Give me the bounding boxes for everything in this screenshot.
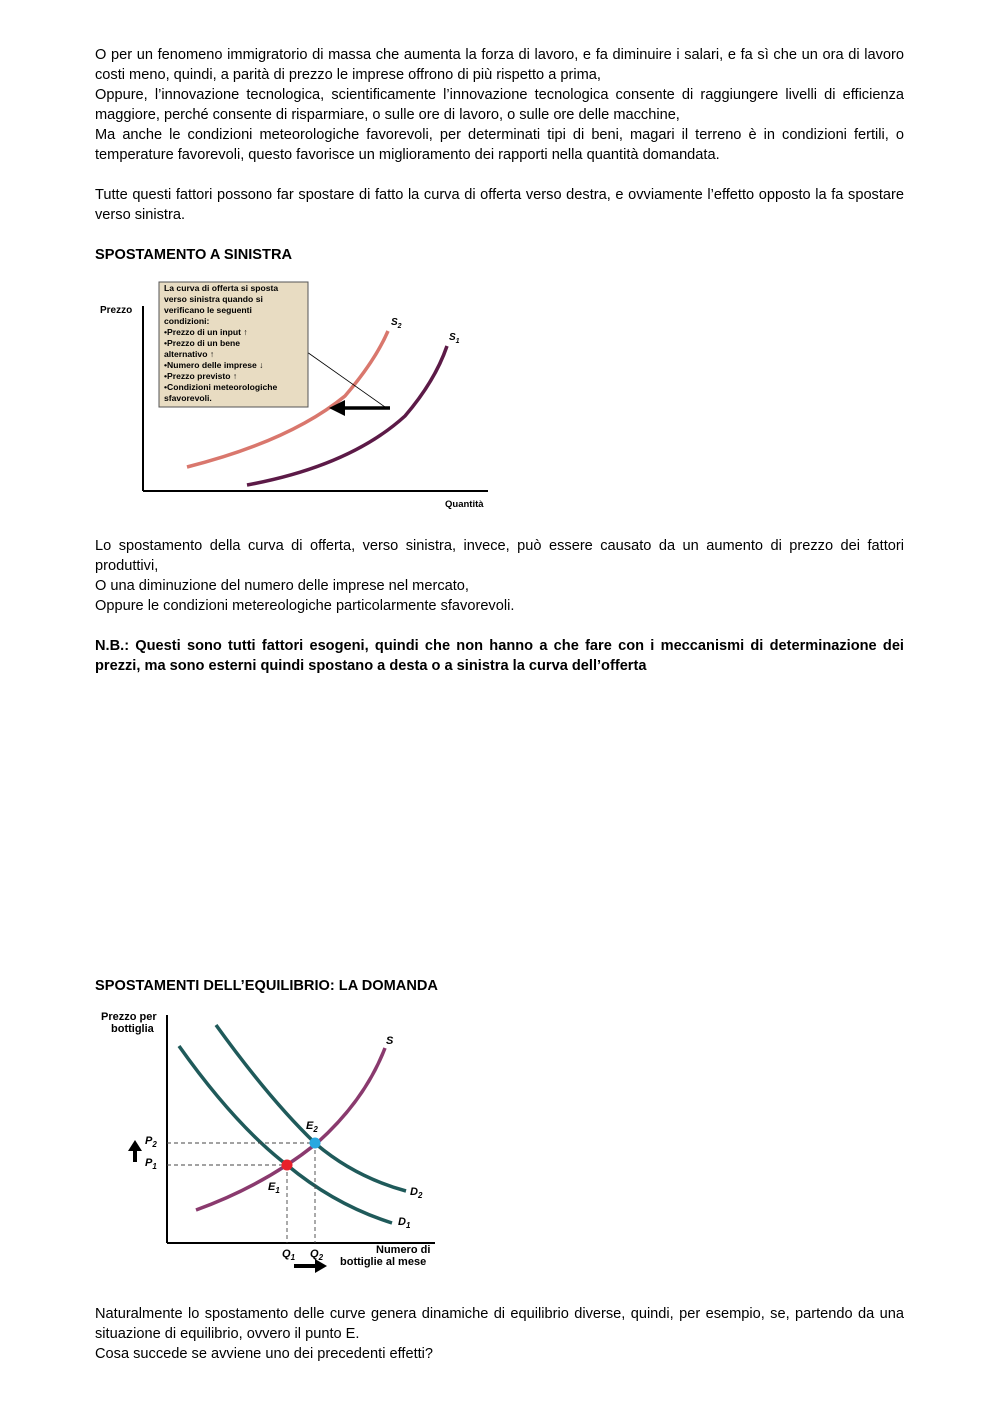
box-line: •Numero delle imprese ↓	[164, 360, 264, 370]
box-line: verso sinistra quando si	[164, 294, 263, 304]
supply-shift-left-figure	[95, 276, 495, 516]
paragraph: Naturalmente lo spostamento delle curve genera dinamiche di equilibrio diverse, quindi, per esempio, se, partendo da una situazione di equilibrio, ovvero il punto E.	[95, 1306, 904, 1342]
x-axis-label: Quantità	[445, 499, 484, 510]
box-line: sfavorevoli.	[164, 393, 212, 403]
q2-label: $Q_2$	[310, 1248, 324, 1262]
supply-curve	[196, 1048, 385, 1210]
box-line: •Condizioni meteorologiche	[164, 382, 278, 392]
s2-label: $S_2$	[391, 317, 402, 330]
p1-label: $P_1$	[145, 1157, 157, 1171]
paragraph: Cosa succede se avviene uno dei precedenti effetti?	[95, 1346, 434, 1362]
e2-label: $E_2$	[306, 1120, 318, 1134]
intro-text	[95, 45, 904, 265]
section2-text	[95, 1304, 904, 1364]
box-line: •Prezzo previsto ↑	[164, 371, 238, 381]
box-line: verificano le seguenti	[164, 305, 252, 315]
demand-shift-figure	[95, 1005, 445, 1285]
y-axis-label-line2: bottiglia	[111, 1023, 154, 1035]
y-axis-label: Prezzo	[100, 305, 133, 316]
paragraph: Oppure, l’innovazione tecnologica, scientificamente l’innovazione tecnologica consente di raggiungere livelli di efficienza maggiore, perché consente di risparmiare, o sulle ore di lavoro, o sulle ore delle macchine,	[95, 87, 904, 123]
y-axis-label-line1: Prezzo per	[101, 1011, 157, 1023]
price-up-arrow-icon	[128, 1140, 142, 1162]
section-heading: SPOSTAMENTO A SINISTRA	[95, 247, 293, 263]
paragraph: Lo spostamento della curva di offerta, verso sinistra, invece, può essere causato da un aumento di prezzo dei fattori produttivi,	[95, 538, 904, 574]
e1-label: $E_1$	[268, 1181, 280, 1195]
s1-label: $S_1$	[449, 332, 460, 345]
paragraph: Tutte questi fattori possono far spostare di fatto la curva di offerta verso destra, e ovviamente l’effetto opposto la fa spostare verso sinistra.	[95, 187, 904, 223]
d2-label: $D_2$	[410, 1186, 423, 1200]
q1-label: $Q_1$	[282, 1248, 296, 1262]
paragraph: Oppure le condizioni metereologiche particolarmente sfavorevoli.	[95, 598, 515, 614]
paragraph: O per un fenomeno immigratorio di massa che aumenta la forza di lavoro, e fa diminuire i salari, e fa sì che un ora di lavoro costi meno, quindi, a parità di prezzo le imprese offrono di più rispetto a prima,	[95, 47, 904, 83]
d1-label: $D_1$	[398, 1216, 411, 1230]
x-axis-label-line2: bottiglie al mese	[340, 1256, 427, 1268]
nota-bene: N.B.: Questi sono tutti fattori esogeni, quindi che non hanno a che fare con i meccanismi di determinazione dei prezzi, ma sono esterni quindi spostano a desta o a sinistra la curva dell’offerta	[95, 638, 904, 674]
p2-label: $P_2$	[145, 1135, 157, 1149]
equilibrium-e2	[310, 1138, 321, 1149]
box-line: •Prezzo di un input ↑	[164, 327, 248, 337]
paragraph: Ma anche le condizioni meteorologiche favorevoli, per determinati tipi di beni, magari il terreno è in condizioni fertili, o temperature favorevoli, questo favorisce un miglioramento dei rapporti nella quantità domandata.	[95, 127, 904, 163]
paragraph: O una diminuzione del numero delle imprese nel mercato,	[95, 578, 469, 594]
section2-header	[95, 976, 904, 996]
demand-curve-d1	[179, 1046, 392, 1223]
section1-text	[95, 536, 904, 676]
box-line: La curva di offerta si sposta	[164, 283, 279, 293]
box-line: •Prezzo di un bene	[164, 338, 241, 348]
demand-curve-d2	[216, 1025, 406, 1191]
section-heading: SPOSTAMENTI DELL’EQUILIBRIO: LA DOMANDA	[95, 978, 438, 994]
x-axis-label-line1: Numero di	[376, 1244, 431, 1256]
box-line: condizioni:	[164, 316, 210, 326]
equilibrium-e1	[282, 1160, 293, 1171]
supply-label: S	[386, 1035, 394, 1047]
box-line: alternativo ↑	[164, 349, 215, 359]
